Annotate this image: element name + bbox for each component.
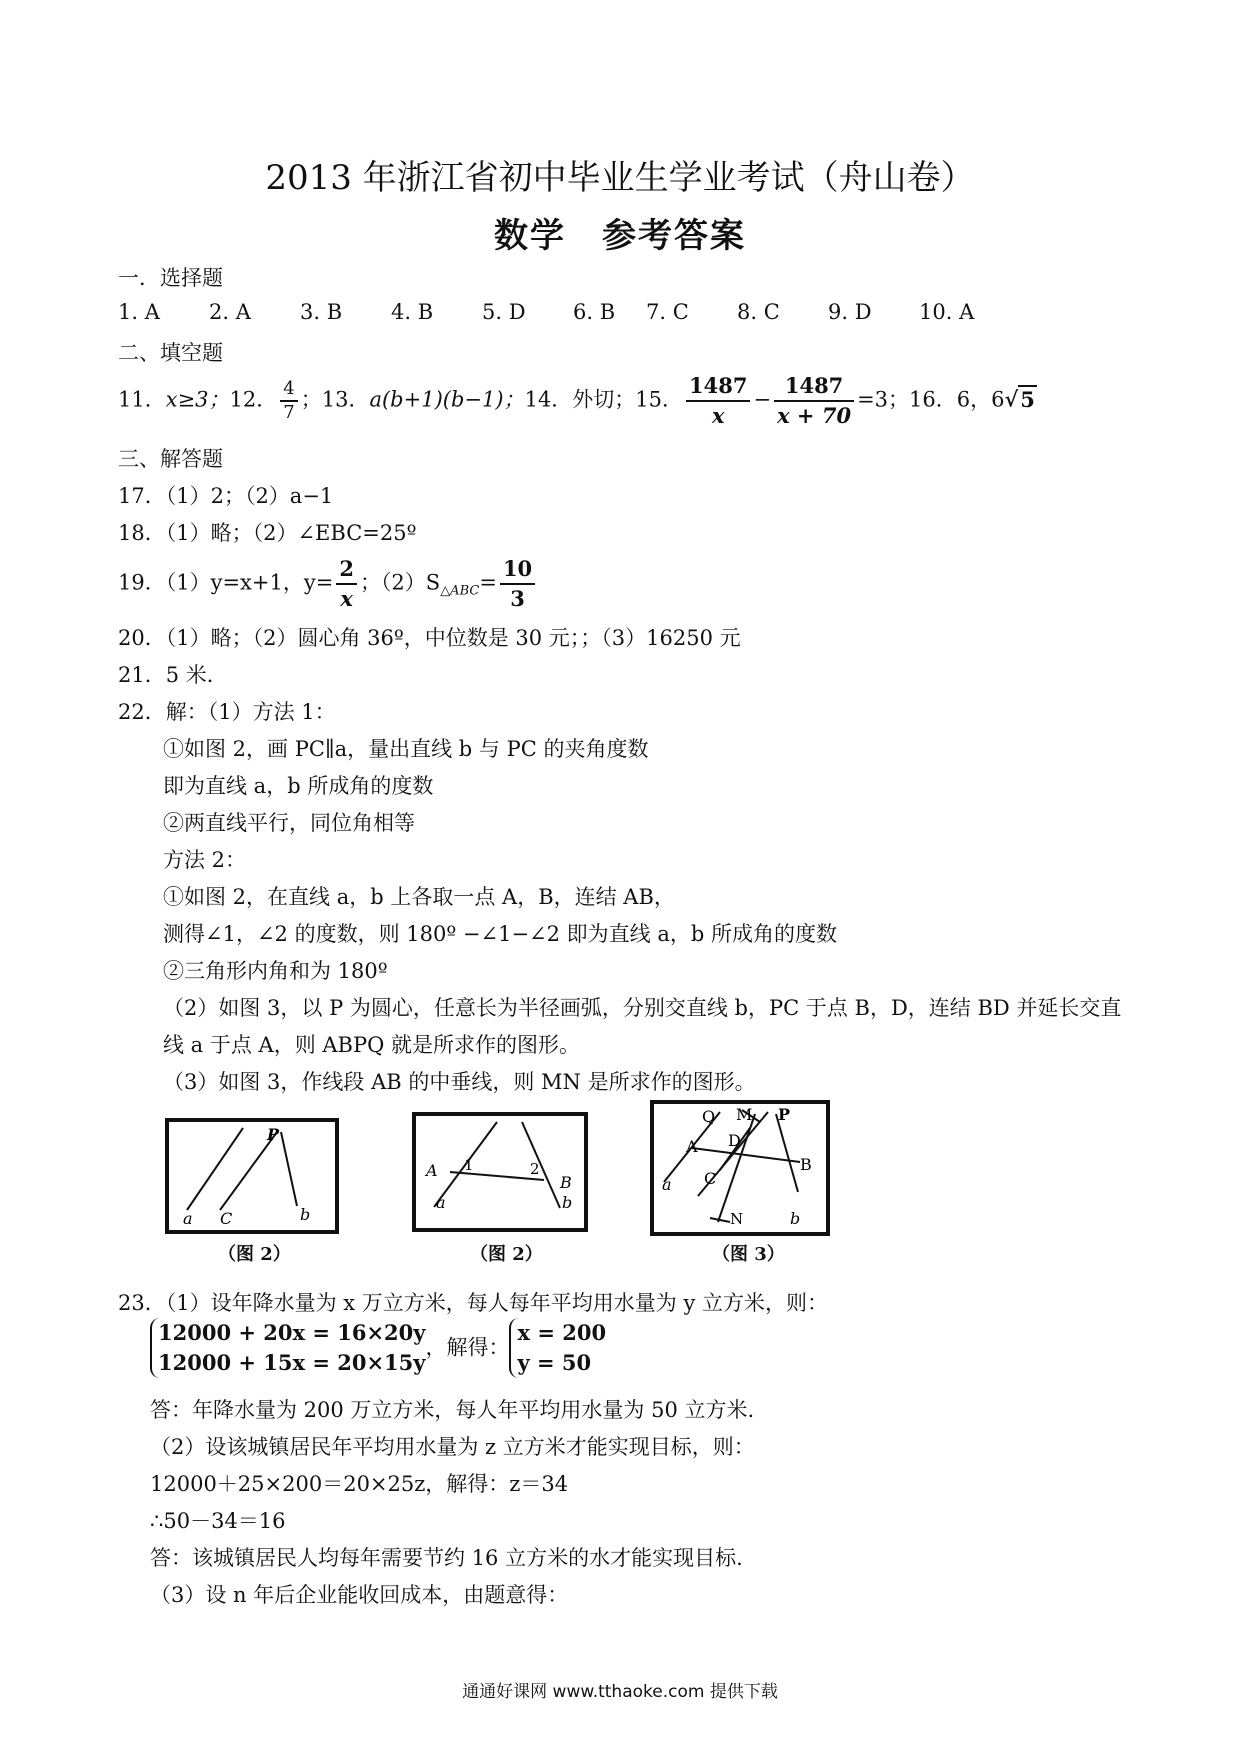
q16-radicand: 5 [1020, 386, 1035, 412]
fig1-label-c: C [220, 1209, 233, 1228]
q18-answer: 18．（1）略；（2）∠EBC=25º [118, 521, 417, 545]
q16-answer: 16．6，6 [909, 387, 1005, 412]
figure-3-caption: （图 3） [712, 1244, 785, 1265]
q11-answer: x≥3； [165, 387, 230, 412]
q12-numerator: 4 [280, 378, 297, 402]
q22-line-2: ①如图 2，画 PC∥a，量出直线 b 与 PC 的夹角度数 [163, 737, 649, 761]
q12-tail: ； [300, 387, 322, 412]
q19-part-b: ；（2）S [359, 570, 441, 595]
q23-line-7: （3）设 n 年后企业能收回成本，由题意得： [150, 1583, 569, 1607]
q12-denominator: 7 [283, 402, 295, 423]
figure-2 [412, 1112, 590, 1236]
fig2-label-angle-2: 2 [530, 1160, 540, 1178]
fig1-label-b: b [300, 1205, 311, 1224]
fig3-label-c: C [704, 1169, 717, 1188]
fig3-label-a-upper: A [686, 1137, 698, 1156]
fig1-label-p: P [267, 1125, 280, 1144]
fig3-label-m: M [736, 1105, 753, 1124]
q23-equation-1: 12000 + 20x = 16×20y [158, 1320, 426, 1345]
q14-answer: 14．外切； [524, 387, 636, 412]
answer-9: 9. D [828, 300, 872, 324]
section-heading-fill: 二、填空题 [118, 341, 223, 365]
q23-solve-label: ，解得： [425, 1335, 510, 1360]
q23-system [150, 1318, 606, 1378]
figure-3 [650, 1100, 832, 1240]
answer-1: 1. A [118, 300, 160, 324]
q11-num: 11． [118, 387, 166, 412]
page-subtitle: 数学 参考答案 [494, 216, 746, 256]
q15-fraction-1 [686, 372, 750, 430]
q23-solution-2: y = 50 [517, 1350, 592, 1375]
q23-line-4: 12000＋25×200＝20×25z，解得：z＝34 [150, 1472, 569, 1496]
q22-line-9: （2）如图 3，以 P 为圆心，任意长为半径画弧，分别交直线 b，PC 于点 B，D，连结 BD 并延长交直 [163, 996, 1122, 1020]
q15-denominator-2: x + 70 [777, 403, 852, 428]
answer-8: 8. C [737, 300, 780, 324]
section-heading-choice: 一．选择题 [118, 266, 223, 290]
q15-minus: − [753, 387, 772, 412]
q23-solution-1: x = 200 [517, 1320, 607, 1345]
figure-2-caption: （图 2） [470, 1244, 543, 1265]
q19-equals: = [479, 570, 497, 595]
q19-part-a: 19．（1）y=x+1，y= [118, 570, 334, 595]
fig2-label-angle-1: 1 [464, 1156, 474, 1174]
q15-fraction-2 [774, 372, 854, 430]
q23-line-3: （2）设该城镇居民年平均用水量为 z 立方米才能实现目标，则： [150, 1435, 755, 1459]
q12-fraction [280, 378, 297, 424]
q23-equation-system [150, 1318, 425, 1378]
q15-tail: =3； [857, 387, 910, 412]
q13-num: 13． [321, 387, 370, 412]
page-title: 2013 年浙江省初中毕业生学业考试（舟山卷） [265, 158, 975, 198]
figure-1-caption: （图 2） [218, 1244, 291, 1265]
q19-fraction-1 [336, 555, 357, 613]
q19-subscript: △ABC [440, 583, 480, 599]
answer-3: 3. B [300, 300, 343, 324]
answer-6: 6. B [573, 300, 616, 324]
fig1-label-a: a [183, 1209, 193, 1228]
fig3-label-a: a [662, 1175, 672, 1194]
fig3-label-b-upper: B [800, 1155, 812, 1174]
fig3-label-n: N [730, 1210, 744, 1228]
answer-7: 7. C [646, 300, 689, 324]
q22-line-10: 线 a 于点 A，则 ABPQ 就是所求作的图形。 [163, 1033, 581, 1057]
q23-line-2: 答：年降水量为 200 万立方米，每人年平均用水量为 50 立方米. [150, 1398, 755, 1422]
q12-num: 12． [229, 387, 278, 412]
q15-num: 15． [635, 387, 684, 412]
q19-answer [118, 555, 538, 613]
footer-text: 通通好课网 www.tthaoke.com 提供下载 [462, 1682, 778, 1702]
q19-fraction-2 [500, 555, 535, 613]
answer-2: 2. A [209, 300, 251, 324]
answer-10: 10. A [919, 300, 975, 324]
q23-solution-system [509, 1318, 606, 1378]
fig2-label-b: b [562, 1193, 573, 1212]
choice-answers [118, 300, 974, 324]
q22-line-3: 即为直线 a，b 所成角的度数 [163, 774, 434, 798]
q23-line-6: 答：该城镇居民人均每年需要节约 16 立方米的水才能实现目标. [150, 1546, 743, 1570]
q20-answer: 20．（1）略；（2）圆心角 36º，中位数是 30 元；；（3）16250 元 [118, 626, 741, 650]
q23-equation-2: 12000 + 15x = 20×15y [158, 1350, 426, 1375]
answer-4: 4. B [391, 300, 434, 324]
sqrt-symbol: √ [1004, 386, 1019, 412]
q22-line-4: ②两直线平行，同位角相等 [163, 811, 415, 835]
q17-answer: 17．（1）2；（2）a−1 [118, 484, 334, 508]
q22-line-8: ②三角形内角和为 180º [163, 959, 388, 983]
q13-answer: a(b+1)(b−1)； [369, 387, 525, 412]
q15-numerator-1: 1487 [686, 372, 750, 402]
q22-line-6: ①如图 2，在直线 a，b 上各取一点 A，B，连结 AB， [163, 885, 675, 909]
fig3-label-q: Q [702, 1107, 716, 1126]
fig3-label-p: P [778, 1105, 791, 1124]
q22-line-11: （3）如图 3，作线段 AB 的中垂线，则 MN 是所求作的图形。 [163, 1070, 756, 1094]
q15-numerator-2: 1487 [774, 372, 854, 402]
q22-line-5: 方法 2： [163, 848, 247, 872]
q23-line-1: 23．（1）设年降水量为 x 万立方米，每人每年平均用水量为 y 立方米，则： [118, 1291, 828, 1315]
fig2-label-b-upper: B [560, 1173, 572, 1192]
figure-1 [165, 1118, 340, 1238]
fig3-label-b: b [790, 1209, 801, 1228]
q15-denominator-1: x [711, 403, 725, 428]
q19-denominator-1: x [340, 586, 353, 611]
section-heading-solve: 三、解答题 [118, 447, 223, 471]
fig2-label-a-upper: A [426, 1161, 438, 1180]
q21-answer: 21．5 米． [118, 663, 228, 687]
fill-answers [118, 372, 1037, 430]
fig3-label-d: D [728, 1131, 741, 1150]
answer-5: 5. D [482, 300, 526, 324]
q23-line-5: ∴50－34＝16 [150, 1509, 286, 1533]
q22-line-1: 22．解：（1）方法 1： [118, 700, 336, 724]
q19-numerator-2: 10 [500, 555, 535, 585]
fig2-label-a: a [436, 1193, 446, 1212]
q19-denominator-2: 3 [510, 586, 525, 611]
q19-numerator-1: 2 [336, 555, 357, 585]
q22-line-7: 测得∠1，∠2 的度数，则 180º −∠1−∠2 即为直线 a，b 所成角的度数 [163, 922, 837, 946]
